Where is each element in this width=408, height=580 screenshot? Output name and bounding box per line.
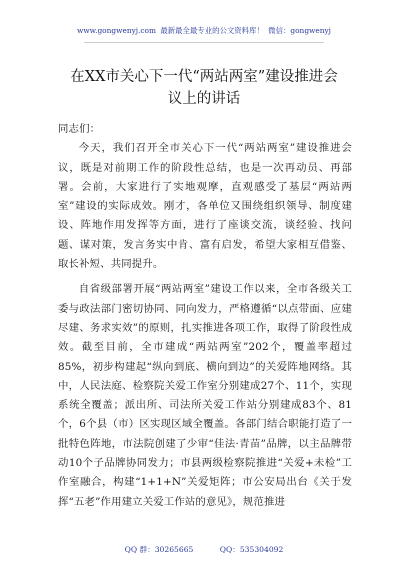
paragraph: 今天，我们召开全市关心下一代“两站两室”建设推进会议，既是对前期工作的阶段性总结，也是一次再动员、再部署。会前，大家进行了实地观摩，直观感受了基层“两站两室”建设的实际成效。刚才，各单位又围绕组织领导、制度建设、阵地作用发挥等方面，进行了座谈交流，谈经验、找问题、谋对策，发言务实中肯、富有启发，希望大家相互借鉴、取长补短、共同提升。 [58,142,352,271]
site-slogan: 最新最全最专业的公文资料库！ [160,26,264,35]
page-header [0,25,408,36]
greeting: 同志们： [58,123,101,135]
wechat-id: 微信：gongwenyj [268,26,331,35]
header-divider [84,42,324,43]
page-footer [0,544,408,555]
site-link[interactable]: www.gongwenyj.com [77,26,156,35]
qq-number: QQ：535304092 [219,545,284,554]
document-body [58,120,352,512]
title-line-2: 议上的讲话 [167,91,241,107]
title-line-1: 在XX市关心下一代“两站两室”建设推进会 [70,69,338,85]
document-title [60,66,348,110]
paragraph: 自省级部署开展“两站两室”建设工作以来，全市各级关工委与政法部门密切协同、同向发力，严格遵循“以点带面、应建尽建、务求实效”的原则，扎实推进各项工作，取得了阶段性成效。截至目前，全市建成“两站两室”202个，覆盖率超过85%，初步构建起“纵向到底、横向到边”的关爱阵地网络。其中，人民法庭、检察院关爱工作室分别建成27个、11个，实现系统全覆盖；派出所、司法所关爱工作站分别建成83个、81个，6个县（市）区实现区域全覆盖。各部门结合职能打造了一批特色阵地，市法院创建了少审“佳法·青苗”品牌，以主品牌带动10个子品牌协同发力；市县两级检察院推进“关爱+未检”工作室融合，构建“1+1+N”关爱矩阵；市公安局出台《关于发挥“五老”作用建立关爱工作站的意见》，规范推进 [58,283,352,508]
qq-group: QQ 群：30265665 [124,545,194,554]
